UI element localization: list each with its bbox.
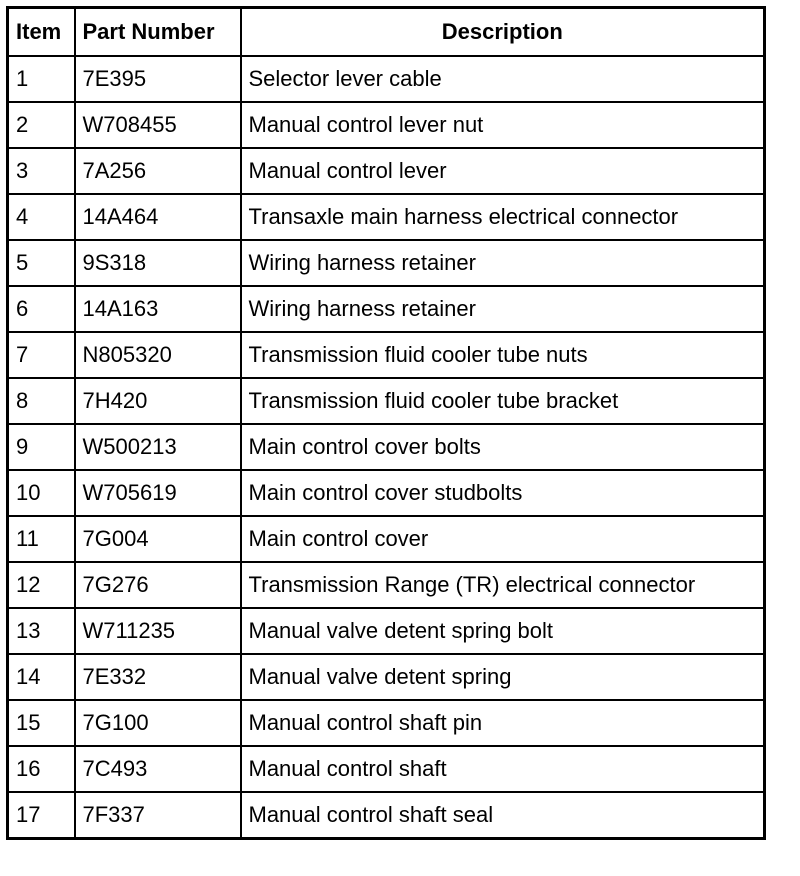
cell-description: Main control cover bolts [241,424,765,470]
cell-item: 1 [8,56,75,102]
cell-description: Main control cover [241,516,765,562]
cell-item: 4 [8,194,75,240]
cell-part-number: 9S318 [75,240,241,286]
cell-part-number: 7G004 [75,516,241,562]
cell-description: Wiring harness retainer [241,286,765,332]
cell-part-number: 7E395 [75,56,241,102]
table-row [8,102,765,148]
cell-item: 15 [8,700,75,746]
table-row [8,240,765,286]
cell-item: 14 [8,654,75,700]
cell-description: Transmission fluid cooler tube nuts [241,332,765,378]
cell-part-number: W500213 [75,424,241,470]
cell-part-number: 7G276 [75,562,241,608]
cell-item: 2 [8,102,75,148]
cell-description: Manual control shaft [241,746,765,792]
column-header-description: Description [241,8,765,57]
cell-item: 17 [8,792,75,839]
cell-part-number: W711235 [75,608,241,654]
table-row [8,700,765,746]
table-row [8,56,765,102]
cell-description: Manual control shaft seal [241,792,765,839]
cell-description: Manual valve detent spring bolt [241,608,765,654]
table-row [8,516,765,562]
cell-part-number: 7G100 [75,700,241,746]
table-row [8,792,765,839]
cell-item: 7 [8,332,75,378]
table-row [8,470,765,516]
cell-description: Transmission Range (TR) electrical connector [241,562,765,608]
cell-item: 8 [8,378,75,424]
cell-part-number: 7C493 [75,746,241,792]
cell-item: 16 [8,746,75,792]
table-row [8,746,765,792]
table-row [8,424,765,470]
cell-description: Wiring harness retainer [241,240,765,286]
cell-item: 12 [8,562,75,608]
cell-part-number: 7A256 [75,148,241,194]
cell-description: Transmission fluid cooler tube bracket [241,378,765,424]
cell-item: 6 [8,286,75,332]
cell-item: 11 [8,516,75,562]
cell-part-number: N805320 [75,332,241,378]
cell-description: Manual control lever nut [241,102,765,148]
table-body [8,56,765,839]
cell-item: 5 [8,240,75,286]
cell-part-number: 7F337 [75,792,241,839]
table-row [8,654,765,700]
table-row [8,332,765,378]
column-header-item: Item [8,8,75,57]
cell-description: Manual valve detent spring [241,654,765,700]
table-row [8,562,765,608]
cell-part-number: 7E332 [75,654,241,700]
table-row [8,148,765,194]
cell-part-number: W708455 [75,102,241,148]
header-row [8,8,765,57]
table-row [8,286,765,332]
cell-description: Main control cover studbolts [241,470,765,516]
cell-item: 9 [8,424,75,470]
cell-description: Selector lever cable [241,56,765,102]
table-row [8,378,765,424]
cell-description: Manual control lever [241,148,765,194]
cell-item: 13 [8,608,75,654]
cell-item: 10 [8,470,75,516]
column-header-part-number: Part Number [75,8,241,57]
cell-part-number: W705619 [75,470,241,516]
cell-part-number: 14A464 [75,194,241,240]
parts-table [6,6,766,840]
cell-part-number: 14A163 [75,286,241,332]
table-row [8,194,765,240]
cell-description: Manual control shaft pin [241,700,765,746]
cell-description: Transaxle main harness electrical connector [241,194,765,240]
table-header [8,8,765,57]
cell-part-number: 7H420 [75,378,241,424]
cell-item: 3 [8,148,75,194]
table-row [8,608,765,654]
